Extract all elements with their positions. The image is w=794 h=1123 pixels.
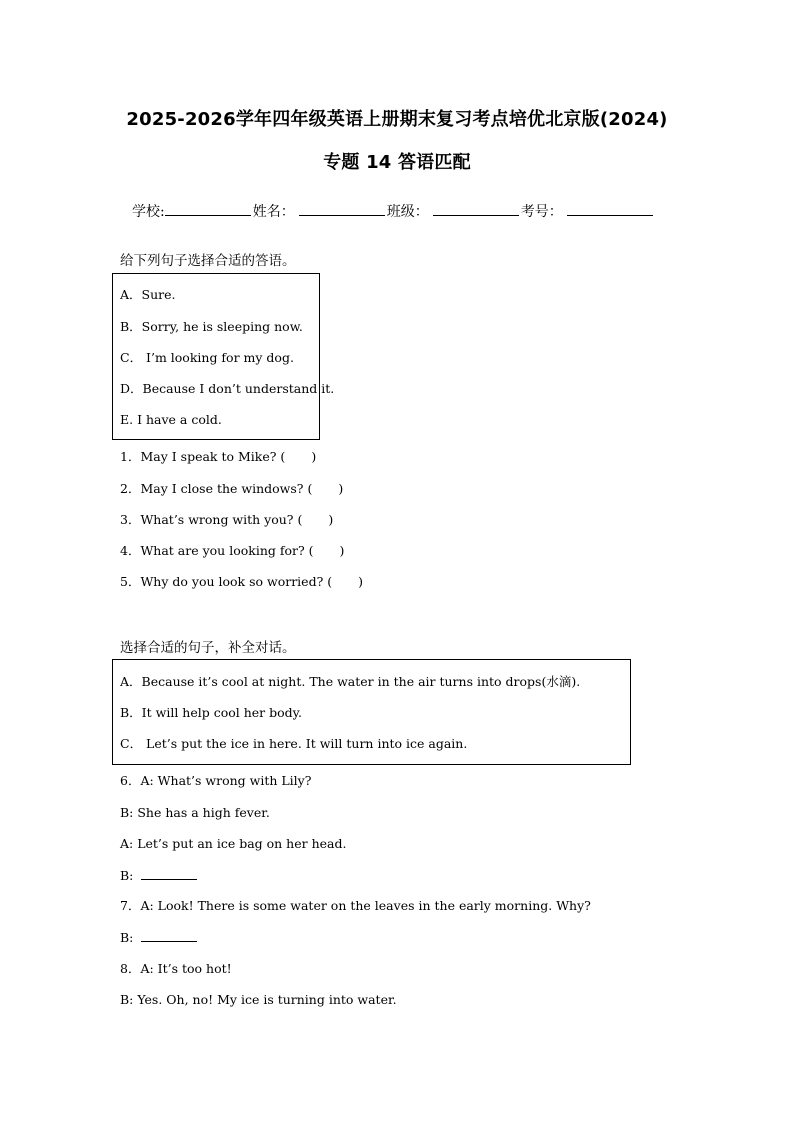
answer-blank-6[interactable] — [141, 867, 197, 880]
option-a: A．Sure. — [120, 287, 176, 302]
page-title: 2025-2026学年四年级英语上册期末复习考点培优北京版(2024) — [126, 109, 668, 130]
dialog-7-answer: B: — [120, 929, 197, 946]
school-field[interactable] — [165, 200, 251, 216]
section2-options-box — [112, 659, 631, 765]
dialog-6-answer: B: — [120, 867, 197, 884]
name-field[interactable] — [299, 200, 385, 216]
school-label: 学校: — [132, 204, 165, 220]
question-4: 4．What are you looking for? ( ) — [120, 543, 345, 558]
section1-instruction: 给下列句子选择合适的答语。 — [120, 253, 296, 269]
class-label: 班级： — [386, 204, 429, 220]
number-label: 考号： — [520, 204, 563, 220]
class-field[interactable] — [433, 200, 519, 216]
question-2: 2．May I close the windows? ( ) — [120, 481, 344, 496]
page-subtitle: 专题 14 答语匹配 — [323, 152, 471, 173]
dialog-6-line-3: A: Let’s put an ice bag on her head. — [120, 836, 347, 851]
student-info-row — [132, 200, 655, 221]
option-c: C． I’m looking for my dog. — [120, 350, 294, 365]
dialog-option-b: B．It will help cool her body. — [120, 705, 303, 720]
number-field[interactable] — [567, 200, 653, 216]
question-3: 3．What’s wrong with you? ( ) — [120, 512, 334, 527]
question-1: 1．May I speak to Mike? ( ) — [120, 449, 317, 464]
dialog-option-c: C． Let’s put the ice in here. It will turn into ice again. — [120, 736, 468, 751]
answer-blank-7[interactable] — [141, 929, 197, 942]
dialog-6-line-1: 6．A: What’s wrong with Lily? — [120, 773, 312, 788]
dialog-6-line-2: B: She has a high fever. — [120, 805, 270, 820]
dialog-8-line-2: B: Yes. Oh, no! My ice is turning into water. — [120, 992, 397, 1007]
dialog-8-line-1: 8．A: It’s too hot! — [120, 961, 232, 976]
question-5: 5．Why do you look so worried? ( ) — [120, 574, 364, 589]
dialog-option-a: A．Because it’s cool at night. The water in the air turns into drops(水滴). — [120, 674, 581, 689]
option-d: D．Because I don’t understand it. — [120, 381, 335, 396]
option-b: B．Sorry, he is sleeping now. — [120, 319, 303, 334]
dialog-7-line-1: 7．A: Look! There is some water on the leaves in the early morning. Why? — [120, 898, 591, 913]
name-label: 姓名： — [252, 204, 295, 220]
section2-instruction: 选择合适的句子，补全对话。 — [120, 640, 296, 656]
option-e: E. I have a cold. — [120, 412, 222, 427]
section1-options-box — [112, 273, 335, 440]
